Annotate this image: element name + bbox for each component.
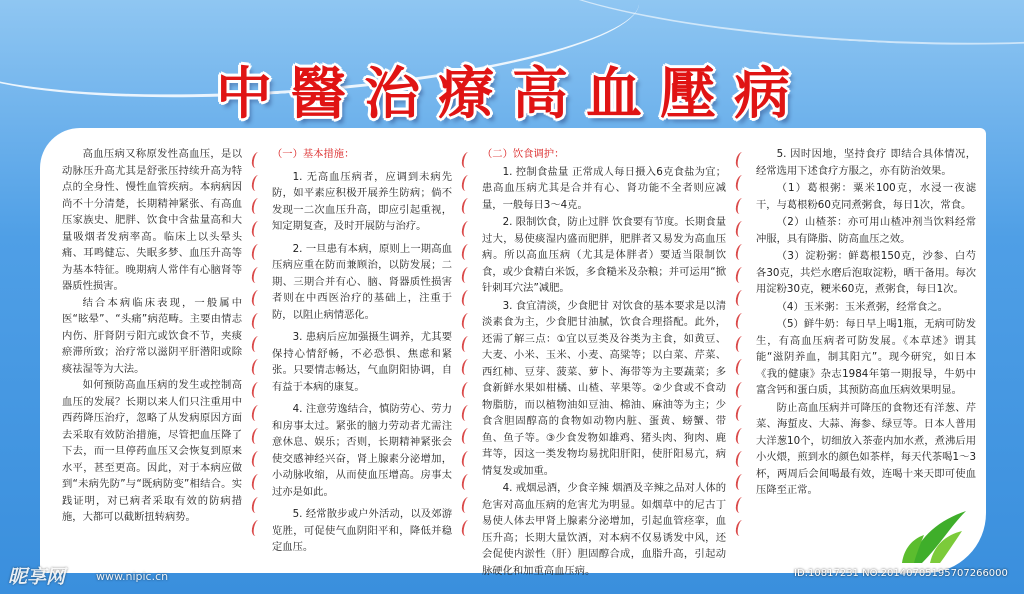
wave-segment-icon [461, 497, 474, 513]
wave-segment-icon [461, 336, 474, 352]
page-title: 中醫治療高血壓病 [216, 61, 808, 127]
paragraph: 2. 限制饮食，防止过胖 饮食要有节度。长期食量过大，易使痰湿内盛而肥胖，肥胖者又易发为高血压病。所以高血压病（尤其是体胖者）要适当限制饮食，或少食精白米饭，多食糙米及杂粮；并可运用“掀针刺耳穴法”减肥。 [482, 216, 726, 294]
wave-segment-icon [251, 336, 264, 352]
wave-segment-icon [735, 405, 748, 421]
wave-segment-icon [735, 428, 748, 444]
wave-segment-icon [251, 497, 264, 513]
wave-segment-icon [461, 382, 474, 398]
wave-segment-icon [735, 520, 748, 536]
paragraph: 5. 经常散步或户外活动，以及郊游览胜，可促使气血阴阳平和，降低并稳定血压。 [272, 508, 452, 553]
wave-segment-icon [461, 198, 474, 214]
paragraph: （4）玉米粥：玉米煮粥，经常食之。 [776, 300, 948, 313]
wave-segment-icon [461, 359, 474, 375]
wave-segment-icon [735, 313, 748, 329]
wave-segment-icon [251, 221, 264, 237]
section-heading: （二）饮食调护： [482, 148, 565, 160]
paragraph: （5）鲜牛奶：每日早上喝1瓶，无病可防发生，有高血压病者可防发展。《本草述》谓其能“滋阴养血，制其阳亢”。现今研究，如日本《我的健康》杂志1984年第一期报导，牛奶中富含钙和蛋白质，其预防高血压病效果明显。 [756, 318, 976, 396]
wave-segment-icon [461, 290, 474, 306]
paragraph: 4. 戒烟忌酒，少食辛辣 烟酒及辛辣之品对人体的危害对高血压病的危害尤为明显。如烟草中的尼古丁易使人体去甲肾上腺素分泌增加，引起血管痉挛，血压升高；长期大量饮酒，对本病不仅易诱发中风，还会促使内淤性（肝）胆固醇合成，血脂升高，引起动脉硬化和加重高血压病。 [482, 482, 726, 577]
wave-segment-icon [735, 175, 748, 191]
paragraph: 5. 因时因地，坚持食疗 即结合具体情况，经常选用下述食疗方服之，亦有防治效果。 [756, 148, 976, 177]
paragraph: （1）葛根粥：粟米100克，水浸一夜滤干，与葛根粉60克同煮粥食，每日1次，常食。 [756, 182, 976, 211]
wave-segment-icon [251, 244, 264, 260]
wave-segment-icon [251, 267, 264, 283]
column-basic-measures [272, 146, 452, 562]
wave-segment-icon [461, 520, 474, 536]
wave-segment-icon [461, 405, 474, 421]
column-intro [62, 146, 242, 526]
paragraph: 1. 控制食盐量 正常成人每日摄入6克食盐为宜；患高血压病尤其是合并有心、肾功能不全者则应减量，一般每日3～4克。 [482, 165, 726, 211]
paragraph: 如何预防高血压病的发生或控制高血压的发展？长期以来人们只注重用中西药降压治疗，忽略了从发病原因方面去采取有效防治措施，尽管把血压降了下去，而一旦停药血压又会恢复到原来水平，甚至更高。因此，对于本病应做到“未病先防”与“既病防变”相结合。实践证明，对已病者采取有效的防病措施，大都可以截断扭转病势。 [62, 379, 242, 523]
paragraph: 防止高血压病并可降压的食物还有洋葱、芹菜、海蜇皮、大蒜、海参、绿豆等。日本人普用大洋葱10个，切细放入茶壶内加水煮，煮沸后用小火煨，煎到水的颜色如茶样，每天代茶喝1～3杯，两周后会间喝最有效，连喝十来天即可使血压降至正常。 [756, 401, 976, 496]
paragraph: 4. 注意劳逸结合，慎防劳心、劳力和房事太过。紧张的脑力劳动者尤需注意休息、娱乐；否则，长期精神紧张会使交感神经兴奋，肾上腺素分泌增加，小动脉收缩，从而使血压增高。房事太过亦是如此。 [272, 403, 452, 498]
wave-segment-icon [251, 313, 264, 329]
wave-segment-icon [735, 451, 748, 467]
red-wave-divider [462, 152, 472, 562]
wave-segment-icon [251, 451, 264, 467]
wave-segment-icon [735, 382, 748, 398]
wave-segment-icon [735, 267, 748, 283]
watermark-url: www.nipic.cn [96, 570, 169, 583]
paragraph: 结合本病临床表现，一般属中医“眩晕”、“头痛”病范畴。主要由情志内伤、肝肾阴亏阳亢或饮食不节，夹痰瘀滞所致；治疗常以滋阴平肝潜阳或除痰祛湿等为大法。 [62, 296, 242, 375]
paragraph: 高血压病又称原发性高血压，是以动脉压升高尤其是舒张压持续升高为特点的全身性、慢性血管疾病。本病病因尚不十分清楚，长期精神紧张、有高血压家族史、肥胖、饮食中含盐量高和大量吸烟者发病率高。临床上以头晕头痛、耳鸣健忘、失眠多梦、血压升高等为基本特征。晚期病人常伴有心脑肾等器质性损害。 [62, 148, 242, 292]
wave-segment-icon [461, 474, 474, 490]
red-wave-divider [736, 152, 746, 562]
wave-segment-icon [735, 244, 748, 260]
wave-segment-icon [461, 313, 474, 329]
wave-segment-icon [461, 175, 474, 191]
wave-segment-icon [251, 428, 264, 444]
wave-segment-icon [251, 290, 264, 306]
leaf-icon [900, 505, 970, 565]
wave-segment-icon [251, 175, 264, 191]
wave-segment-icon [251, 198, 264, 214]
wave-segment-icon [251, 152, 264, 168]
watermark-id: ID:10817231 NO:20140705195707266000 [794, 568, 1008, 579]
wave-segment-icon [735, 497, 748, 513]
wave-segment-icon [251, 520, 264, 536]
wave-segment-icon [735, 221, 748, 237]
wave-segment-icon [251, 382, 264, 398]
wave-segment-icon [461, 451, 474, 467]
wave-segment-icon [461, 152, 474, 168]
paragraph: 2. 一旦患有本病，原则上一期高血压病应重在防而兼顾治，以防发展；二期、三期合并有心、脑、肾器质性损害者则在中西医治疗的基础上，注重于防，以阻止病情恶化。 [272, 242, 452, 321]
wave-segment-icon [735, 336, 748, 352]
wave-segment-icon [735, 198, 748, 214]
wave-segment-icon [735, 152, 748, 168]
column-food-therapy [756, 146, 976, 500]
paragraph: 1. 无高血压病者，应调到未病先防，如平素应积极开展养生防病；倘不发现一二次血压升高，即应引起重视，知定期复查，及时开展防与治疗。 [272, 170, 452, 232]
section-heading: （一）基本措施： [272, 148, 355, 160]
wave-segment-icon [461, 244, 474, 260]
watermark-logo: 昵享网 [8, 566, 66, 588]
paragraph: （3）淀粉粥：鲜葛根150克，沙参、白芍各30克，共烂水磨后泡取淀粉，晒干备用。每次用淀粉30克，粳米60克，煮粥食，每日1次。 [756, 250, 976, 295]
wave-segment-icon [735, 474, 748, 490]
wave-segment-icon [251, 405, 264, 421]
wave-segment-icon [735, 359, 748, 375]
paragraph: 3. 食宜清淡，少食肥甘 对饮食的基本要求是以清淡素食为主，少食肥甘油腻，饮食合理搭配。此外，还需了解三点：①宜以豆类及谷类为主食，如黄豆、大麦、小米、玉米、小麦、高粱等；以白菜、芹菜、西红柿、豆芽、菠菜、萝卜、海带等为主要蔬菜；多食新鲜水果如柑橘、山楂、苹果等。②少食或不食动物脂肪，而以植物油如豆油、棉油、麻油等为主；少食含胆固醇高的食物如动物内脏、蛋黄、螃蟹、带鱼、鱼子等。③少食发物如雄鸡、猪头肉、狗肉、鹿茸等，因这一类发物均易扰阳肝阳，使肝阳易亢，病情复发或加重。 [482, 299, 726, 477]
wave-segment-icon [461, 221, 474, 237]
wave-segment-icon [461, 267, 474, 283]
wave-segment-icon [461, 428, 474, 444]
wave-segment-icon [251, 474, 264, 490]
wave-segment-icon [735, 290, 748, 306]
red-wave-divider [252, 152, 262, 562]
wave-segment-icon [251, 359, 264, 375]
paragraph: （2）山楂茶：亦可用山楂冲剂当饮料经常冲服，具有降脂、防高血压之效。 [756, 216, 976, 245]
paragraph: 3. 患病后应加强摄生调养，尤其要保持心情舒畅，不必恐惧、焦虑和紧张。只要情志畅达，气血阴阳协调，自有益于本病的康复。 [272, 331, 452, 393]
column-diet-care [482, 146, 726, 580]
